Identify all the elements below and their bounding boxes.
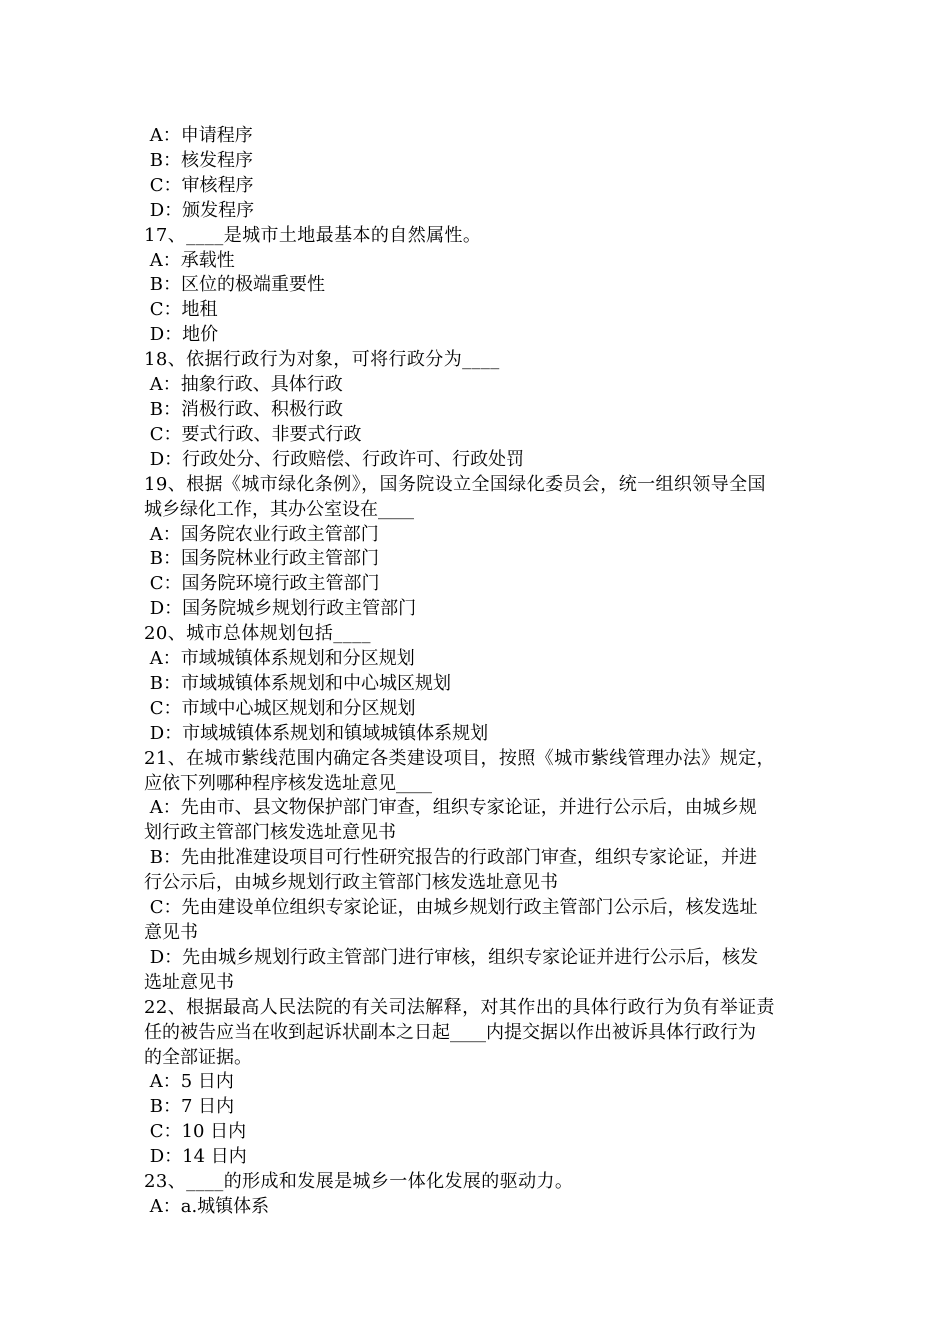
question-18-option-c: C：要式行政、非要式行政: [144, 423, 362, 445]
question-17: 17、____是城市土地最基本的自然属性。: [144, 224, 482, 246]
option-a-line: A：申请程序: [144, 125, 253, 146]
question-22-option-c: C：10 日内: [144, 1121, 247, 1143]
question-19-option-b: B：国务院林业行政主管部门: [144, 548, 379, 570]
question-22-option-b: B：7 日内: [144, 1096, 235, 1118]
question-20-option-c: C：市域中心城区规划和分区规划: [144, 697, 416, 719]
question-19-line-1: 19、根据《城市绿化条例》，国务院设立全国绿化委员会，统一组织领导全国: [144, 473, 766, 495]
question-21-option-a-line-2: 划行政主管部门核发选址意见书: [144, 822, 396, 844]
question-20-option-d: D：市域城镇体系规划和镇域城镇体系规划: [144, 722, 489, 744]
question-20: 20、城市总体规划包括____: [144, 623, 371, 645]
question-21-option-d-line-2: 选址意见书: [144, 971, 234, 993]
question-18-option-d: D：行政处分、行政赔偿、行政许可、行政处罚: [144, 448, 525, 470]
question-17-option-b: B：区位的极端重要性: [144, 274, 325, 296]
question-21-option-c-line-2: 意见书: [144, 922, 198, 943]
question-18-option-a: A：抽象行政、具体行政: [144, 374, 343, 396]
question-19-line-2: 城乡绿化工作，其办公室设在____: [144, 498, 414, 520]
question-21-option-b-line-1: B：先由批准建设项目可行性研究报告的行政部门审查，组织专家论证，并进: [144, 847, 757, 869]
question-text-block: [144, 124, 812, 1220]
option-c-line: C：审核程序: [144, 174, 254, 196]
question-19-option-d: D：国务院城乡规划行政主管部门: [144, 598, 417, 620]
question-22-option-a: A：5 日内: [144, 1071, 234, 1093]
question-22-line-3: 的全部证据。: [144, 1046, 252, 1068]
question-22-option-d: D：14 日内: [144, 1146, 247, 1168]
question-21-option-b-line-2: 行公示后，由城乡规划行政主管部门核发选址意见书: [144, 872, 558, 894]
question-18-option-b: B：消极行政、积极行政: [144, 398, 343, 420]
question-22-line-2: 任的被告应当在收到起诉状副本之日起____内提交据以作出被诉具体行政行为: [144, 1021, 756, 1043]
question-17-option-c: C：地租: [144, 299, 218, 321]
question-20-option-b: B：市域城镇体系规划和中心城区规划: [144, 672, 451, 694]
option-d-line: D：颁发程序: [144, 199, 255, 221]
question-23: 23、____的形成和发展是城乡一体化发展的驱动力。: [144, 1171, 574, 1193]
question-19-option-c: C：国务院环境行政主管部门: [144, 573, 380, 595]
option-b-line: B：核发程序: [144, 149, 253, 171]
question-21-option-d-line-1: D：先由城乡规划行政主管部门进行审核，组织专家论证并进行公示后，核发: [144, 946, 759, 968]
question-17-option-a: A：承载性: [144, 249, 235, 271]
question-17-option-d: D：地价: [144, 324, 219, 346]
question-19-option-a: A：国务院农业行政主管部门: [144, 523, 379, 545]
question-21-line-1: 21、在城市紫线范围内确定各类建设项目，按照《城市紫线管理办法》规定，: [144, 747, 775, 769]
question-23-option-a: A：a.城镇体系: [144, 1195, 270, 1217]
question-21-option-a-line-1: A：先由市、县文物保护部门审查，组织专家论证，并进行公示后，由城乡规: [144, 797, 757, 819]
question-20-option-a: A：市域城镇体系规划和分区规划: [144, 648, 415, 670]
question-21-option-c-line-1: C：先由建设单位组织专家论证，由城乡规划行政主管部门公示后，核发选址: [144, 897, 758, 919]
question-21-line-2: 应依下列哪种程序核发选址意见____: [144, 772, 432, 794]
question-22-line-1: 22、根据最高人民法院的有关司法解释，对其作出的具体行政行为负有举证责: [144, 996, 775, 1018]
question-18: 18、依据行政行为对象，可将行政分为____: [144, 349, 500, 371]
